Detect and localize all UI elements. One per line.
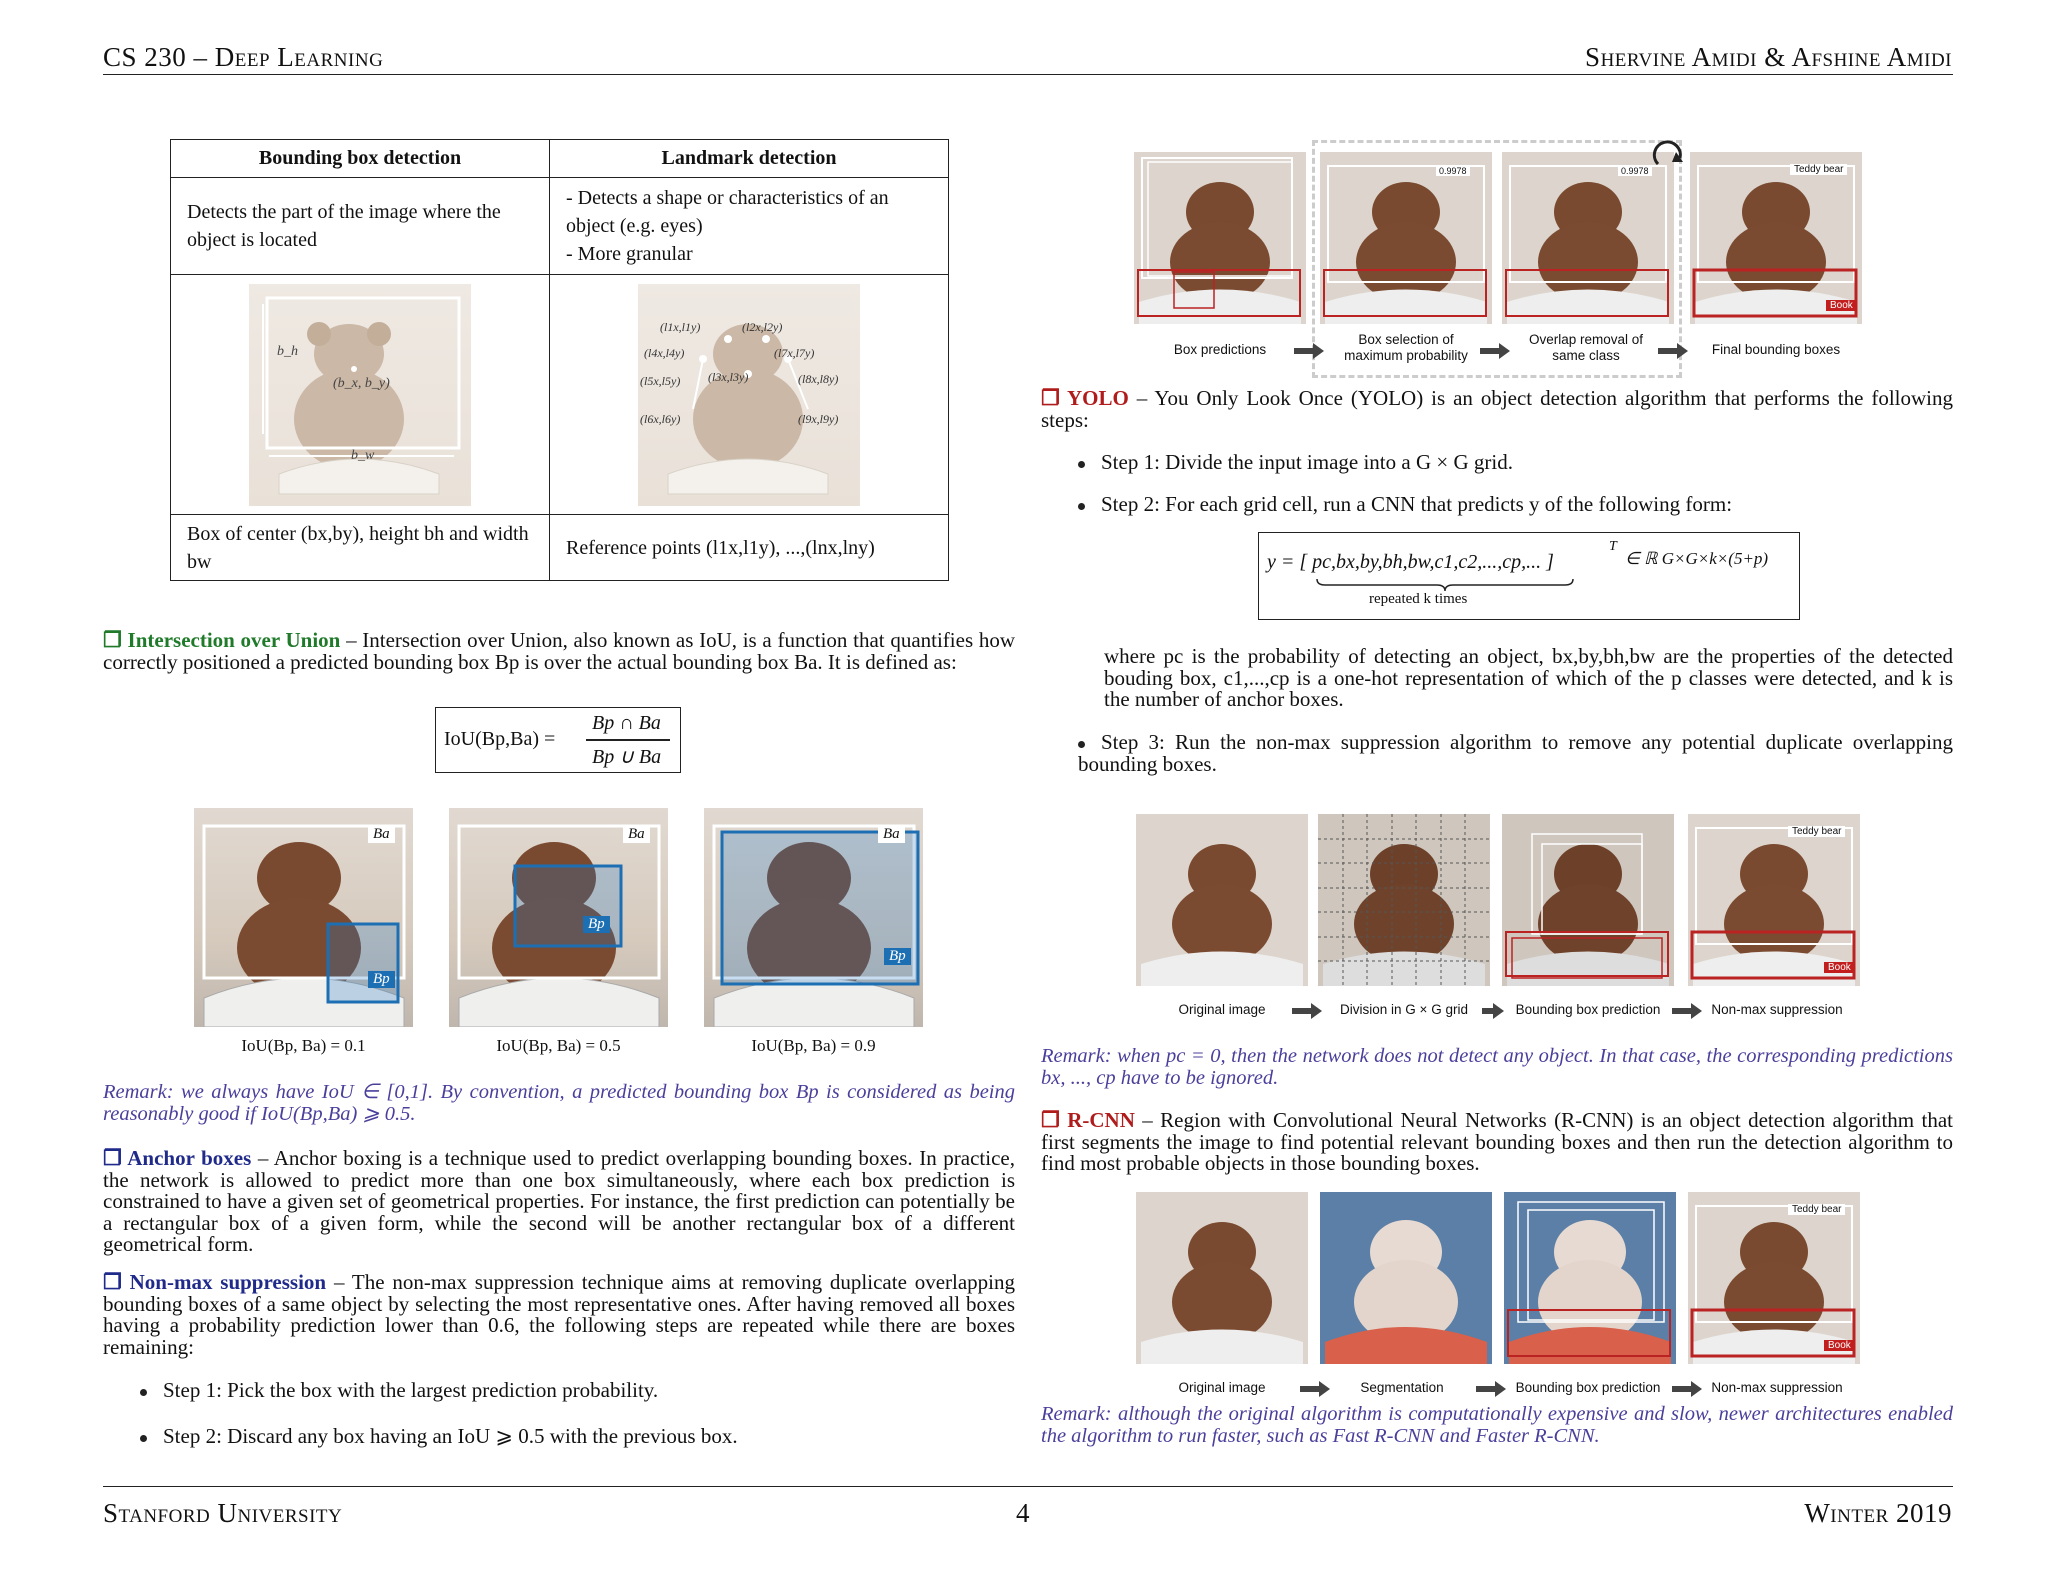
teddy-bear-icon: [1502, 152, 1674, 324]
nms-fig-caption-1: Box predictions: [1173, 342, 1267, 357]
teddy-bear-icon: [249, 284, 471, 506]
landmark-3: (l3x,l3y): [708, 369, 749, 384]
anchor-paragraph: [103, 1148, 1015, 1256]
table-cell-bbox-summary: Box of center (bx,by), height bh and width bw: [171, 515, 550, 581]
yolo-step-2: Step 2: For each grid cell, run a CNN that predicts y of the following form:: [1078, 494, 1948, 516]
yolo-formula-box: [1258, 532, 1800, 620]
teddy-bear-icon: [1688, 814, 1860, 986]
teddy-bear-icon: [1688, 1192, 1860, 1364]
header-rule: [103, 74, 1953, 75]
iou-formula-den: Bp ∪ Ba: [592, 746, 662, 768]
footer-left: Stanford University: [103, 1498, 343, 1528]
table-cell-landmark-summary: Reference points (l1x,l1y), ...,(lnx,lny): [550, 515, 949, 581]
yolo-step-3: Step 3: Run the non-max suppression algorithm to remove any potential duplicate overlapping bounding boxes.: [1078, 730, 1953, 776]
yolo-fig-3: [1502, 814, 1674, 986]
iou-paragraph: [103, 630, 1015, 673]
arrow-icon: [1480, 348, 1500, 354]
arrow-icon: [1300, 1386, 1320, 1392]
teddy-bear-icon: [1320, 152, 1492, 324]
landmark-4: (l4x,l4y): [644, 345, 685, 360]
landmark-figure: [638, 284, 860, 506]
rcnn-fig-2: [1320, 1192, 1492, 1364]
yolo-fig-caption-2: Division in G × G grid: [1340, 1002, 1468, 1017]
arrow-icon: [1672, 1008, 1692, 1014]
comparison-table: [170, 139, 949, 581]
iou-caption-3: IoU(Bp, Ba) = 0.9: [751, 1036, 876, 1055]
nms-fig-1: [1134, 152, 1306, 324]
yolo-fig-1: [1136, 814, 1308, 986]
teddy-bear-icon: [1136, 1192, 1308, 1364]
yolo-fig-4: [1688, 814, 1860, 986]
iou-figure-2: [449, 808, 668, 1027]
landmark-2: (l2x,l2y): [742, 319, 783, 334]
yolo-title: ❐ YOLO: [1041, 386, 1129, 410]
iou-figure-3: [704, 808, 923, 1027]
nms-fig-caption-2: Box selection of maximum probability: [1344, 332, 1468, 363]
rcnn-text: – Region with Convolutional Neural Networks (R-CNN) is an object detection algorithm that first segments the image to find potential relevant bounding boxes and then run the detection algorithm to find most probable objects in those bounding boxes.: [1041, 1108, 1954, 1175]
iou-figure-1: [194, 808, 413, 1027]
landmark-desc-line1: - Detects a shape or characteristics of an object (e.g. eyes): [566, 187, 889, 237]
yolo-paragraph: [1041, 388, 1953, 431]
nms-text: – The non-max suppression technique aims at removing duplicate overlapping bounding boxes of a same object by selecting the most representative ones. After having removed all boxes having a probability prediction lower than 0.6, the following steps are repeated while there are boxes remaining:: [103, 1270, 1015, 1359]
teddy-bear-icon: [1136, 814, 1308, 986]
nms-fig-4: [1690, 152, 1862, 324]
teddy-bear-tag: Teddy bear: [1790, 164, 1847, 175]
grid-teddy-icon: [1318, 814, 1490, 986]
yolo-formula-under: repeated k times: [1369, 591, 1468, 607]
teddy-landmark-icon: [638, 284, 860, 506]
book-tag: Book: [1824, 962, 1855, 973]
rcnn-fig-4: [1688, 1192, 1860, 1364]
bh-label: b_h: [277, 343, 298, 359]
iou-formula-num: Bp ∩ Ba: [592, 712, 661, 734]
landmark-6: (l6x,l6y): [640, 411, 681, 426]
nms-fig-caption-3: Overlap removal of same class: [1528, 332, 1644, 363]
yolo-where: where pc is the probability of detecting an object, bx,by,bh,bw are the properties of the detected bouding box, c1,...,cp is a one-hot representation of which of the p classes were detected, and k is the number of anchor boxes.: [1104, 644, 1953, 711]
bbox-figure: [249, 284, 471, 506]
teddy-bear-tag: Teddy bear: [1788, 1204, 1845, 1215]
arrow-icon: [1294, 348, 1314, 354]
yolo-formula-rhs: ∈ ℝ G×G×k×(5+p): [1625, 549, 1769, 568]
yolo-fig-2: [1318, 814, 1490, 986]
page-number: 4: [1016, 1498, 1030, 1528]
rcnn-fig-caption-1: Original image: [1178, 1380, 1266, 1395]
landmark-1: (l1x,l1y): [660, 319, 701, 334]
rcnn-fig-1: [1136, 1192, 1308, 1364]
header-left: CS 230 – Deep Learning: [103, 42, 384, 72]
footer-right: Winter 2019: [1804, 1498, 1952, 1528]
table-cell-bbox-image: [171, 275, 550, 515]
landmark-7: (l7x,l7y): [774, 345, 815, 360]
book-tag: Book: [1826, 300, 1857, 311]
nms-title: ❐ Non-max suppression: [103, 1270, 327, 1294]
iou-text: – Intersection over Union, also known as IoU, is a function that quantifies how correctly positioned a predicted bounding box Bp is over the actual bounding box Ba. It is defined as:: [103, 628, 1015, 674]
rcnn-fig-3: [1504, 1192, 1676, 1364]
yolo-remark: Remark: when pc = 0, then the network does not detect any object. In that case, the corresponding predictions bx, ..., cp have to be ignored.: [1041, 1045, 1953, 1089]
yolo-fig-caption-1: Original image: [1178, 1002, 1266, 1017]
rcnn-paragraph: [1041, 1110, 1953, 1175]
rcnn-fig-caption-2: Segmentation: [1360, 1380, 1444, 1395]
yolo-step-1: Step 1: Divide the input image into a G × G grid.: [1078, 452, 1948, 474]
nms-step-1: Step 1: Pick the box with the largest prediction probability.: [140, 1380, 1010, 1402]
footer-rule: [103, 1486, 1953, 1487]
iou-formula-box: [435, 707, 681, 773]
teddy-bear-icon: [1134, 152, 1306, 324]
landmark-8: (l8x,l8y): [798, 371, 839, 386]
nms-fig-2: [1320, 152, 1492, 324]
score-label: 0.9978: [1618, 166, 1652, 176]
bullet-icon: [140, 1389, 147, 1396]
ba-label: Ba: [368, 826, 395, 843]
teddy-bear-tag: Teddy bear: [1788, 826, 1845, 837]
landmark-5: (l5x,l5y): [640, 373, 681, 388]
arrow-icon: [1482, 1008, 1494, 1014]
bxby-label: (b_x, b_y): [333, 375, 390, 391]
arrow-icon: [1658, 348, 1678, 354]
yolo-formula-transpose: T: [1609, 539, 1617, 554]
landmark-desc-line2: - More granular: [566, 243, 693, 265]
grid-boxes-icon: [1502, 814, 1674, 986]
bp-label: Bp: [583, 916, 610, 933]
yolo-fig-caption-4: Non-max suppression: [1711, 1002, 1843, 1017]
table-header-landmark: Landmark detection: [550, 140, 949, 178]
anchor-text: – Anchor boxing is a technique used to predict overlapping bounding boxes. In practice, the network is allowed to predict more than one box simultaneously, where each box prediction is constrained to have a given set of geometrical properties. For instance, the first prediction can potentially be a rectangular box of a given form, while the second will be another rectangular box of a different geometrical form.: [103, 1146, 1015, 1256]
arrow-icon: [1292, 1008, 1312, 1014]
table-header-bbox: Bounding box detection: [171, 140, 550, 178]
nms-fig-caption-4: Final bounding boxes: [1711, 342, 1841, 357]
yolo-formula-main: y = [ pc,bx,by,bh,bw,c1,c2,...,cp,... ]: [1267, 551, 1554, 573]
book-tag: Book: [1824, 1340, 1855, 1351]
yolo-text: – You Only Look Once (YOLO) is an object detection algorithm that performs the following steps:: [1041, 386, 1953, 432]
ba-label: Ba: [623, 826, 650, 843]
rcnn-title: ❐ R-CNN: [1041, 1108, 1135, 1132]
bw-label: b_w: [351, 447, 375, 463]
table-cell-landmark-desc: [550, 178, 949, 275]
loop-arrow-icon: [1650, 138, 1690, 172]
bp-label: Bp: [884, 948, 911, 965]
nms-paragraph: [103, 1272, 1015, 1358]
score-label: 0.9978: [1436, 166, 1470, 176]
rcnn-remark: Remark: although the original algorithm is computationally expensive and slow, newer architectures enabled the algorithm to run faster, such as Fast R-CNN and Faster R-CNN.: [1041, 1403, 1953, 1447]
anchor-title: ❐ Anchor boxes: [103, 1146, 252, 1170]
rcnn-fig-caption-3: Bounding box prediction: [1515, 1380, 1661, 1395]
fraction-bar: [586, 739, 670, 741]
bullet-icon: [140, 1435, 147, 1442]
arrow-icon: [1672, 1386, 1692, 1392]
table-cell-landmark-image: [550, 275, 949, 515]
landmark-9: (l9x,l9y): [798, 411, 839, 426]
iou-title: ❐ Intersection over Union: [103, 628, 341, 652]
iou-remark: Remark: we always have IoU ∈ [0,1]. By convention, a predicted bounding box Bp is considered as being reasonably good if IoU(Bp,Ba) ⩾ 0.5.: [103, 1081, 1015, 1125]
iou-caption-1: IoU(Bp, Ba) = 0.1: [241, 1036, 366, 1055]
arrow-icon: [1476, 1386, 1496, 1392]
yolo-fig-caption-3: Bounding box prediction: [1515, 1002, 1661, 1017]
rcnn-fig-caption-4: Non-max suppression: [1711, 1380, 1843, 1395]
segmentation-icon: [1320, 1192, 1492, 1364]
iou-formula-lhs: IoU(Bp,Ba) =: [444, 728, 556, 750]
iou-caption-2: IoU(Bp, Ba) = 0.5: [496, 1036, 621, 1055]
teddy-bear-icon: [1690, 152, 1862, 324]
ba-label: Ba: [878, 826, 905, 843]
bullet-icon: [1078, 461, 1085, 468]
segmentation-boxes-icon: [1504, 1192, 1676, 1364]
table-cell-bbox-desc: Detects the part of the image where the object is located: [171, 178, 550, 275]
bullet-icon: [1078, 741, 1085, 748]
header-right: Shervine Amidi & Afshine Amidi: [1585, 42, 1952, 72]
nms-fig-3: [1502, 152, 1674, 324]
bullet-icon: [1078, 503, 1085, 510]
bp-label: Bp: [368, 971, 395, 988]
nms-step-2: Step 2: Discard any box having an IoU ⩾ 0.5 with the previous box.: [140, 1426, 1010, 1448]
